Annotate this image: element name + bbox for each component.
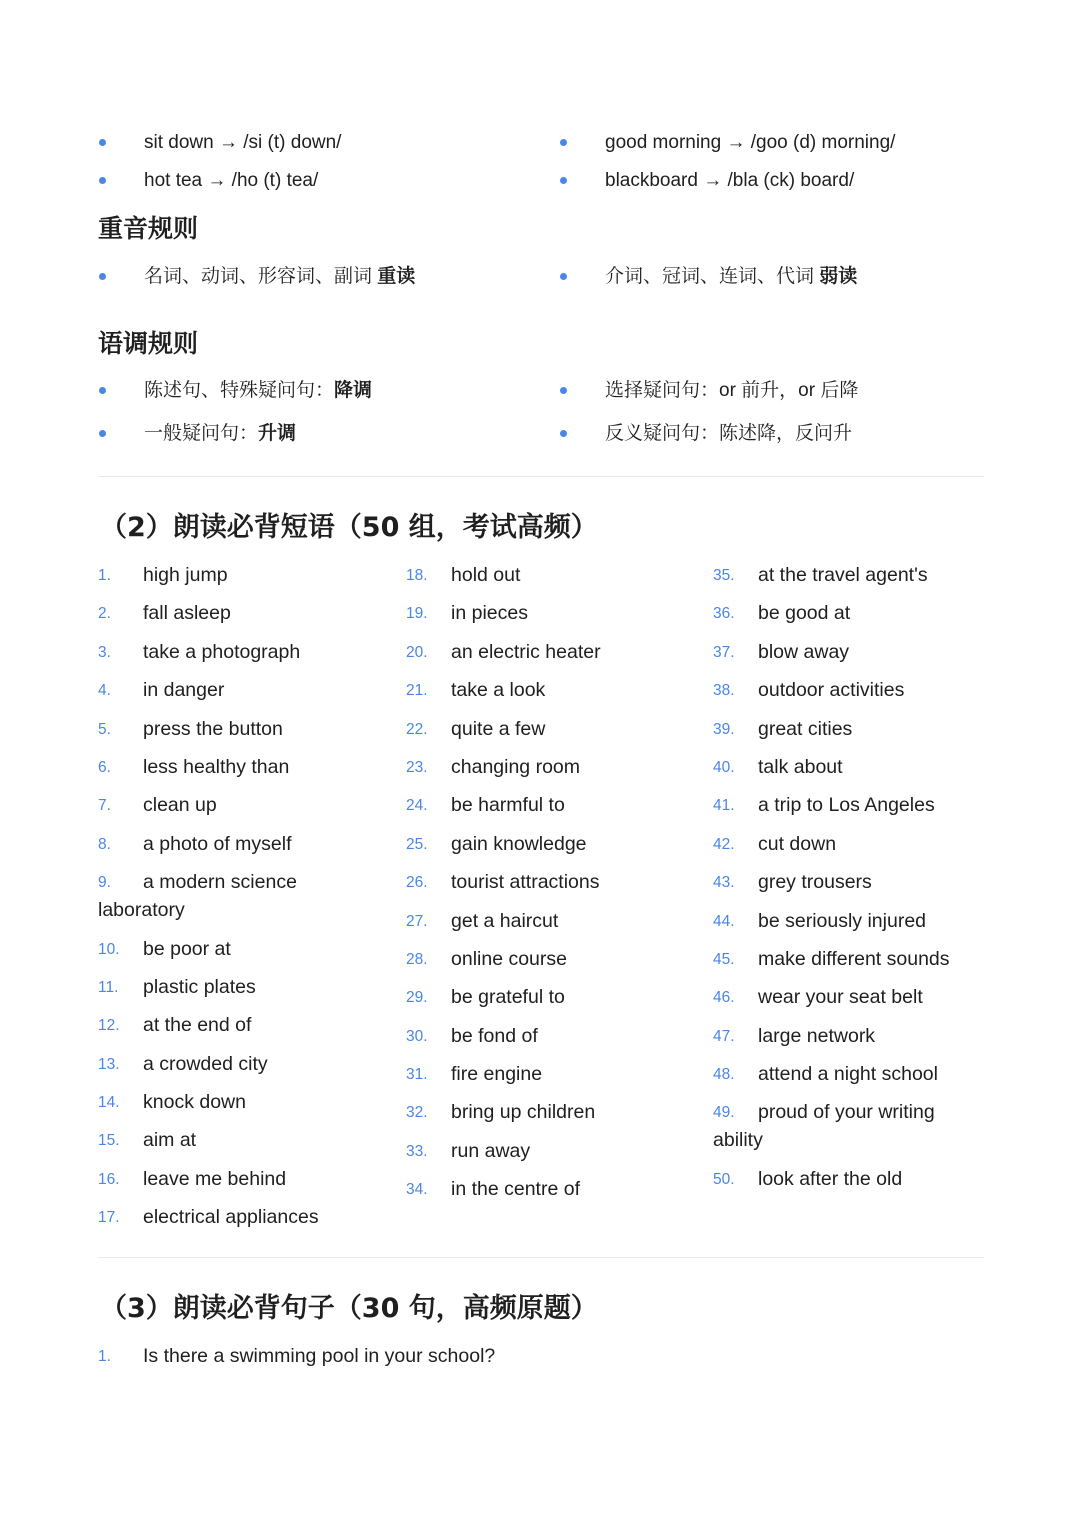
list-item: 12. at the end of <box>98 1014 252 1037</box>
list-item: 6. less healthy than <box>98 755 290 778</box>
list-item: 19. in pieces <box>406 602 528 625</box>
bullet-icon <box>560 273 567 280</box>
phrases-column-1 <box>98 561 398 1242</box>
list-item: 22. quite a few <box>406 717 546 740</box>
list-item: 46. wear your seat belt <box>713 986 923 1009</box>
list-item: 7. clean up <box>98 794 217 817</box>
list-item: 31. fire engine <box>406 1063 543 1086</box>
list-item: 28. online course <box>406 947 567 970</box>
list-item: 43. grey trousers <box>713 871 872 894</box>
bullet-icon <box>99 139 106 146</box>
list-item: 4. in danger <box>98 679 225 702</box>
bullet-icon <box>99 177 106 184</box>
phrases-column-2 <box>406 561 706 1214</box>
bullet-icon <box>560 139 567 146</box>
bullet-icon <box>560 177 567 184</box>
list-item: 34. in the centre of <box>406 1178 580 1201</box>
list-item: 25. gain knowledge <box>406 832 587 855</box>
section-divider <box>98 1257 984 1258</box>
list-item: 17. electrical appliances <box>98 1206 319 1229</box>
list-item: 13. a crowded city <box>98 1052 268 1075</box>
list-item: 16. leave me behind <box>98 1167 287 1190</box>
bullet-icon <box>99 273 106 280</box>
list-item: 10. be poor at <box>98 937 231 960</box>
list-item: 21. take a look <box>406 679 546 702</box>
list-item: 18. hold out <box>406 564 521 586</box>
list-item: 39. great cities <box>713 717 853 740</box>
list-item: 30. be fond of <box>406 1024 538 1047</box>
list-item: 1. Is there a swimming pool in your school? <box>98 1345 496 1367</box>
list-item: 35. at the travel agent's <box>713 564 928 586</box>
list-item: 27. get a haircut <box>406 909 559 932</box>
bullet-icon <box>99 387 106 394</box>
list-item: 20. an electric heater <box>406 640 601 663</box>
list-item: 33. run away <box>406 1139 531 1162</box>
stress-heading: 重音规则 <box>98 214 199 243</box>
phrases-column-3 <box>713 561 985 1203</box>
section-divider <box>98 476 984 477</box>
list-item: 2. fall asleep <box>98 602 231 625</box>
list-item: 24. be harmful to <box>406 794 565 817</box>
list-item: 9. a modern science laboratory <box>98 871 297 922</box>
list-item: 45. make different sounds <box>713 947 950 970</box>
intonation-heading: 语调规则 <box>98 329 199 358</box>
list-item: 47. large network <box>713 1024 876 1047</box>
list-item: 3. take a photograph <box>98 640 301 663</box>
list-item: 48. attend a night school <box>713 1063 938 1086</box>
list-item: 8. a photo of myself <box>98 832 292 855</box>
phrases-heading: （2）朗读必背短语（50 组，考试高频） <box>100 512 598 543</box>
list-item: 14. knock down <box>98 1091 246 1114</box>
list-item: 49. proud of your writing ability <box>713 1101 935 1152</box>
list-item: 32. bring up children <box>406 1101 596 1124</box>
list-item: 26. tourist attractions <box>406 871 600 894</box>
list-item: 38. outdoor activities <box>713 679 905 702</box>
list-item: 1. high jump <box>98 564 228 586</box>
list-item: 44. be seriously injured <box>713 909 927 932</box>
sentences-heading: （3）朗读必背句子（30 句，高频原题） <box>100 1293 598 1324</box>
list-item: 11. plastic plates <box>98 975 256 998</box>
list-item: 40. talk about <box>713 755 843 778</box>
list-item: 50. look after the old <box>713 1167 903 1190</box>
list-item: 15. aim at <box>98 1129 197 1152</box>
bullet-icon <box>99 430 106 437</box>
list-item: 41. a trip to Los Angeles <box>713 794 935 817</box>
list-item: 23. changing room <box>406 755 580 778</box>
bullet-icon <box>560 430 567 437</box>
list-item: 37. blow away <box>713 640 850 663</box>
list-item: 36. be good at <box>713 602 851 625</box>
bullet-icon <box>560 387 567 394</box>
list-item: 42. cut down <box>713 832 837 855</box>
list-item: 29. be grateful to <box>406 986 565 1009</box>
list-item: 5. press the button <box>98 717 283 740</box>
